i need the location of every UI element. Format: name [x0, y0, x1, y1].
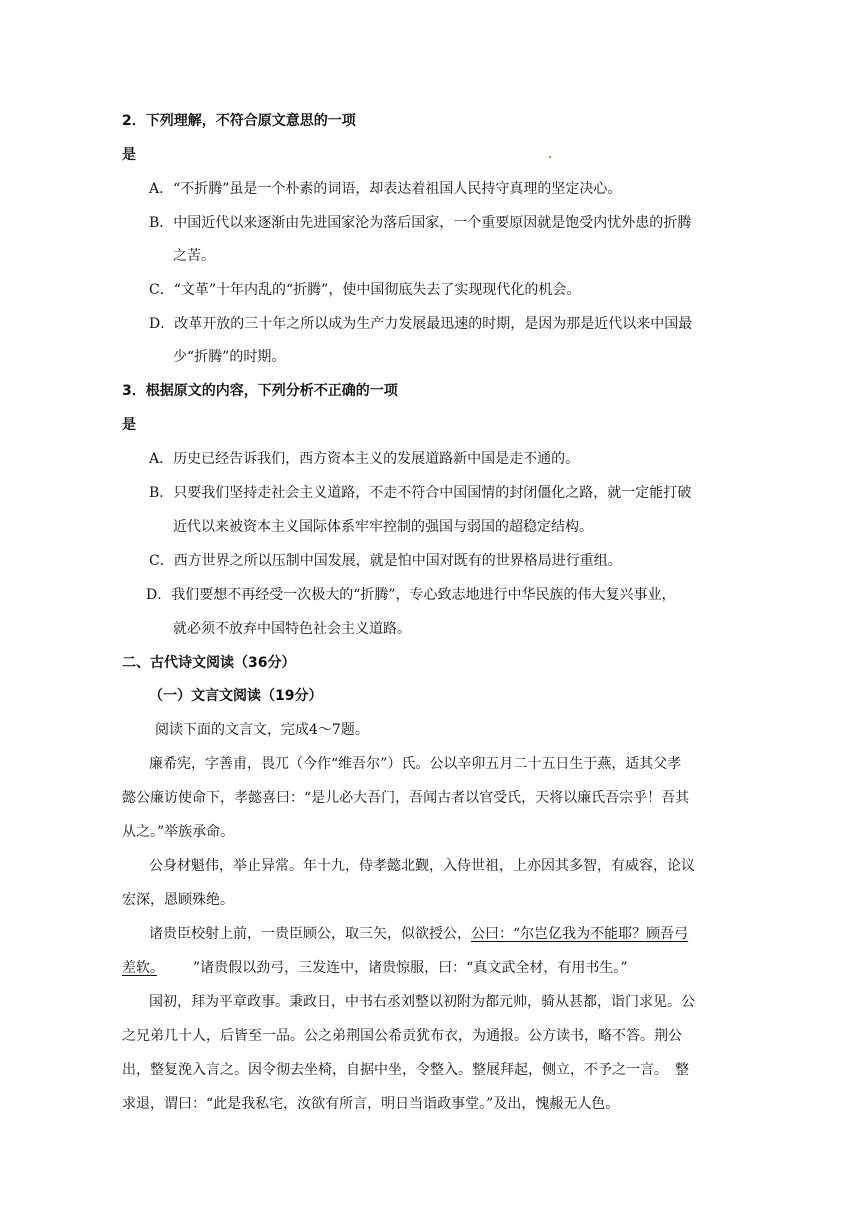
passage-p1-line3: 从之。”举族承命。 — [122, 824, 235, 840]
q2-option-d: D．改革开放的三十年之所以成为生产力发展最迅速的时期，是因为那是近代以来中国最 — [149, 316, 693, 332]
q2-stem: 2．下列理解，不符合原文意思的一项 — [122, 113, 356, 129]
q3-option-c: C．西方世界之所以压制中国发展，就是怕中国对既有的世界格局进行重组。 — [149, 553, 622, 569]
q3-option-b-cont: 近代以来被资本主义国际体系牢牢控制的强国与弱国的超稳定结构。 — [173, 519, 593, 535]
q2-option-b-cont: 之苦。 — [173, 248, 215, 264]
q3-option-d-cont: 就必须不放弃中国特色社会主义道路。 — [173, 621, 411, 637]
q2-stem-end: 是 — [122, 147, 136, 163]
section-title: 二、古代诗文阅读（36分） — [122, 655, 296, 671]
q3-option-d: D．我们要想不再经受一次极大的“折腾”，专心致志地进行中华民族的伟大复兴事业， — [146, 587, 676, 603]
instruction: 阅读下面的文言文，完成4～7题。 — [155, 722, 369, 738]
underlined-sentence: 公曰：“尔岂亿我为不能耶？顾吾弓 — [471, 926, 689, 942]
passage-p1-line2: 懿公廉访使命下，孝懿喜曰：“是儿必大吾门，吾闻古者以官受氏，天将以廉氏吾宗乎！吾其 — [122, 790, 690, 806]
passage-p3-line1-text: 诸贵臣校射上前，一贵臣顾公，取三矢，似欲授公， — [149, 926, 471, 942]
q3-option-b: B．只要我们坚持走社会主义道路，不走不符合中国国情的封闭僵化之路，就一定能打破 — [149, 485, 692, 501]
passage-p4-line4: 求退，谓曰：“此是我私宅，汝欲有所言，明日当诣政事堂。”及出，愧赧无人色。 — [122, 1096, 620, 1112]
q2-option-a: A．“不折腾”虽是一个朴素的词语，却表达着祖国人民持守真理的坚定决心。 — [149, 181, 622, 197]
stray-mark — [549, 156, 551, 158]
q3-stem-end: 是 — [122, 417, 136, 433]
passage-p4-line3: 出，整复浼入言之。因令彻去坐椅，自据中坐，令整入。整展拜起，侧立，不予之一言。 整 — [122, 1062, 689, 1078]
passage-p3-line1 — [149, 924, 688, 944]
q3-stem: 3．根据原文的内容，下列分析不正确的一项 — [122, 383, 398, 399]
passage-p3-line2 — [122, 958, 627, 978]
passage-p3-line2-text: ”诸贵假以劲弓，三发连中，诸贵惊服，曰：“真文武全材，有用书生。” — [193, 960, 628, 976]
q2-option-c: C．“文革”十年内乱的“折腾”，使中国彻底失去了实现现代化的机会。 — [149, 282, 581, 298]
q2-option-b: B．中国近代以来逐渐由先进国家沦为落后国家，一个重要原因就是饱受内忧外患的折腾 — [149, 215, 692, 231]
passage-p2-line2: 宏深，恩顾殊绝。 — [122, 892, 234, 908]
passage-p4-line2: 之兄弟几十人，后皆至一品。公之弟荆国公希贡犹布衣，为通报。公方读书，略不答。荆公 — [122, 1028, 682, 1044]
passage-p2-line1: 公身材魁伟，举止异常。年十九，侍孝懿北觐，入侍世祖，上亦因其多智，有威容，论议 — [149, 858, 695, 874]
q3-option-a: A．历史已经告诉我们，西方资本主义的发展道路新中国是走不通的。 — [149, 451, 580, 467]
passage-p4-line1: 国初，拜为平章政事。秉政日，中书右丞刘整以初附为都元帅，骑从甚都，诣门求见。公 — [149, 994, 695, 1010]
q2-option-d-cont: 少“折腾”的时期。 — [173, 349, 286, 365]
underlined-sentence-end: 差软。 — [122, 960, 157, 976]
passage-p1-line1: 廉希宪，字善甫，畏兀（今作“维吾尔”）氏。公以辛卯五月二十五日生于燕，适其父孝 — [149, 756, 682, 772]
subsection-title: （一）文言文阅读（19分） — [149, 688, 323, 704]
